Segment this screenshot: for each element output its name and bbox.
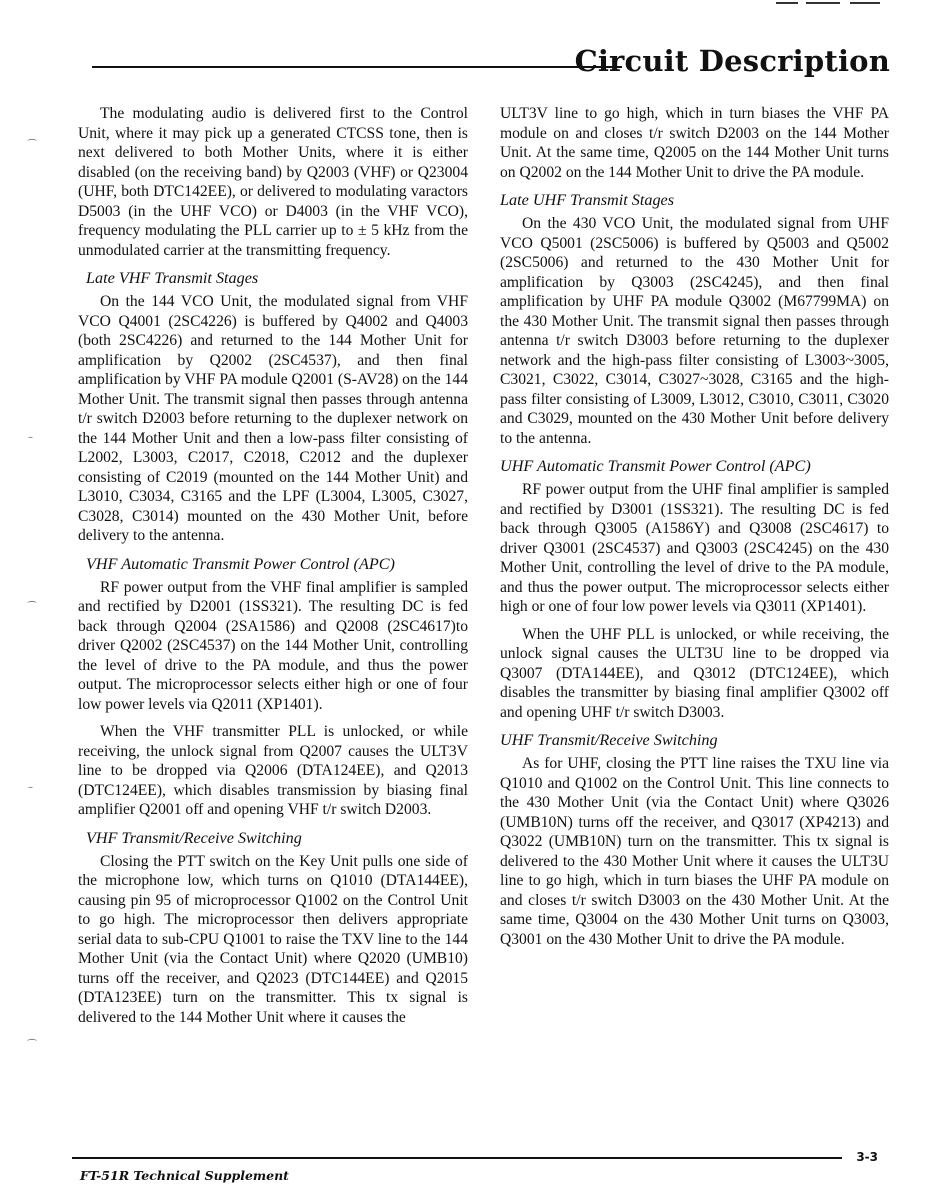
- paragraph: RF power output from the VHF final amplifier is sampled and rectified by D2001 (1SS321). The resulting DC is fed back through Q2004 (2SA1586) and Q2008 (2SC4617)to driver Q2002 (2SC4537) on the 144 Mother Unit, controlling the level of drive to the PA module, and thus the power output. The microprocessor selects either high or one of four low power levels via Q2011 (XP1401).: [78, 578, 468, 713]
- paragraph: On the 144 VCO Unit, the modulated signal from VHF VCO Q4001 (2SC4226) is buffered by Q4002 and Q4003 (both 2SC4226) and returned to the 144 Mother Unit for amplification by Q2002 (2SC4537), and then final amplification by VHF PA module Q2001 (S-AV28) on the 144 Mother Unit. The transmit signal then passes through antenna t/r switch D2003 before returning to the duplexer network on the 144 Mother Unit and then a low-pass filter consisting of L2002, L3003, C2017, C2018, C2012 and the duplexer consisting of C2019 (mounted on the 144 Mother Unit) and L3010, C3034, C3165 and the LPF (L3004, L3005, C3027, C3028, C3014) mounted on the 430 Mother Unit, before delivery to the antenna.: [78, 293, 468, 544]
- subsection-heading: VHF Automatic Transmit Power Control (APC): [86, 554, 395, 573]
- subsection-heading: UHF Automatic Transmit Power Control (APC): [500, 457, 811, 475]
- subsection-heading: VHF Transmit/Receive Switching: [86, 828, 302, 847]
- header-rule: [92, 66, 622, 68]
- paragraph: On the 430 VCO Unit, the modulated signal from UHF VCO Q5001 (2SC5006) is buffered by Q5003 and Q5002 (2SC5006) and returned to the 430 Mother Unit for amplification by Q3003 (2SC4245), and then final amplification by UHF PA module Q3002 (M67799MA) on the 430 Mother Unit. The transmit signal then passes through antenna t/r switch D3003 before returning to the duplexer network and the high-pass filter consisting of L3003~3005, C3021, C3022, C3014, C3027~3028, C3165 and the high-pass filter consisting of L3009, L3012, C3010, C3011, C3020 and C3029, mounted on the 430 Mother Unit before delivery to the antenna.: [500, 215, 889, 447]
- subsection-heading: Late VHF Transmit Stages: [86, 269, 259, 287]
- margin-mark: ⁀: [28, 140, 37, 151]
- paragraph: The modulating audio is delivered first to the Control Unit, where it may pick up a generated CTCSS tone, then is next delivered to both Mother Units, where it is either disabled (on the receiving band) by Q2003 (VHF) or Q23004 (UHF, both DTC142EE), or delivered to modulating varactors D5003 (in the UHF VCO) or D4003 (in the VHF VCO), frequency modulating the PLL carrier up to ± 5 kHz from the unmodulated carrier at the transmitting frequency.: [78, 105, 468, 259]
- section-title: Circuit Description: [574, 44, 890, 78]
- margin-mark: ⁀: [28, 1040, 37, 1051]
- subsection-heading: Late UHF Transmit Stages: [500, 191, 675, 209]
- paragraph: When the VHF transmitter PLL is unlocked, or while receiving, the unlock signal from Q2007 causes the ULT3V line to be dropped via Q2006 (DTA124EE), and Q2013 (DTC124EE), which disables transmission by biasing final amplifier Q2001 off and opening VHF t/r switch D2003.: [78, 723, 468, 818]
- left-column: [78, 104, 468, 1035]
- page-number: 3-3: [856, 1150, 878, 1164]
- margin-mark: –: [28, 782, 33, 793]
- footer-rule: [72, 1157, 842, 1159]
- margin-mark: ⁀: [28, 602, 37, 613]
- top-edge-marks: [776, 0, 886, 6]
- paragraph: Closing the PTT switch on the Key Unit pulls one side of the microphone low, which turns on Q1010 (DTA144EE), causing pin 95 of microprocessor Q1002 on the Control Unit to go high. The microprocessor then delivers appropriate serial data to sub-CPU Q1001 to raise the TXV line to the 144 Mother Unit (via the Contact Unit) where Q2020 (UMB10) turns off the receiver, and Q2023 (DTC144EE) and Q2015 (DTA123EE) turn on the transmitter. This tx signal is delivered to the 144 Mother Unit where it causes the: [78, 852, 468, 1026]
- paragraph: As for UHF, closing the PTT line raises the TXU line via Q1010 and Q1002 on the Control Unit. This line connects to the 430 Mother Unit (via the Contact Unit) where Q3026 (UMB10N) turns off the receiver, and Q3017 (XP4213) and Q3022 (UMB10N) turn on the transmitter. This tx signal is delivered to the 430 Mother Unit where it causes the ULT3U line to go high, which in turn biases the UHF PA module on and closes t/r switch D3003 on the 430 Mother Unit. At the same time, Q3004 on the 430 Mother Unit turns on Q3003, Q3001 on the 430 Mother Unit to drive the PA module.: [500, 755, 889, 948]
- document-title: FT-51R Technical Supplement: [80, 1168, 289, 1183]
- paragraph: RF power output from the UHF final amplifier is sampled and rectified by D3001 (1SS321). The resulting DC is fed back through Q3005 (A1586Y) and Q3008 (2SC4617) to driver Q3001 (2SC4537) and Q3003 (2SC4245) on the 430 Mother Unit, controlling the level of drive to the PA module, and thus the power output. The microprocessor selects either high or one of four low power levels via Q3011 (XP1401).: [500, 481, 889, 615]
- right-column: [500, 104, 889, 957]
- subsection-heading: UHF Transmit/Receive Switching: [500, 731, 718, 749]
- paragraph: ULT3V line to go high, which in turn biases the VHF PA module on and closes t/r switch D2003 on the 144 Mother Unit. At the same time, Q2005 on the 144 Mother Unit turns on Q2002 on the 144 Mother Unit to drive the PA module.: [500, 105, 889, 181]
- margin-mark: –: [28, 432, 33, 443]
- paragraph: When the UHF PLL is unlocked, or while receiving, the unlock signal causes the ULT3U line to be dropped via Q3007 (DTA144EE), and Q3012 (DTC124EE), which disables the transmitter by biasing final amplifier Q3002 off and opening UHF t/r switch D3003.: [500, 625, 889, 721]
